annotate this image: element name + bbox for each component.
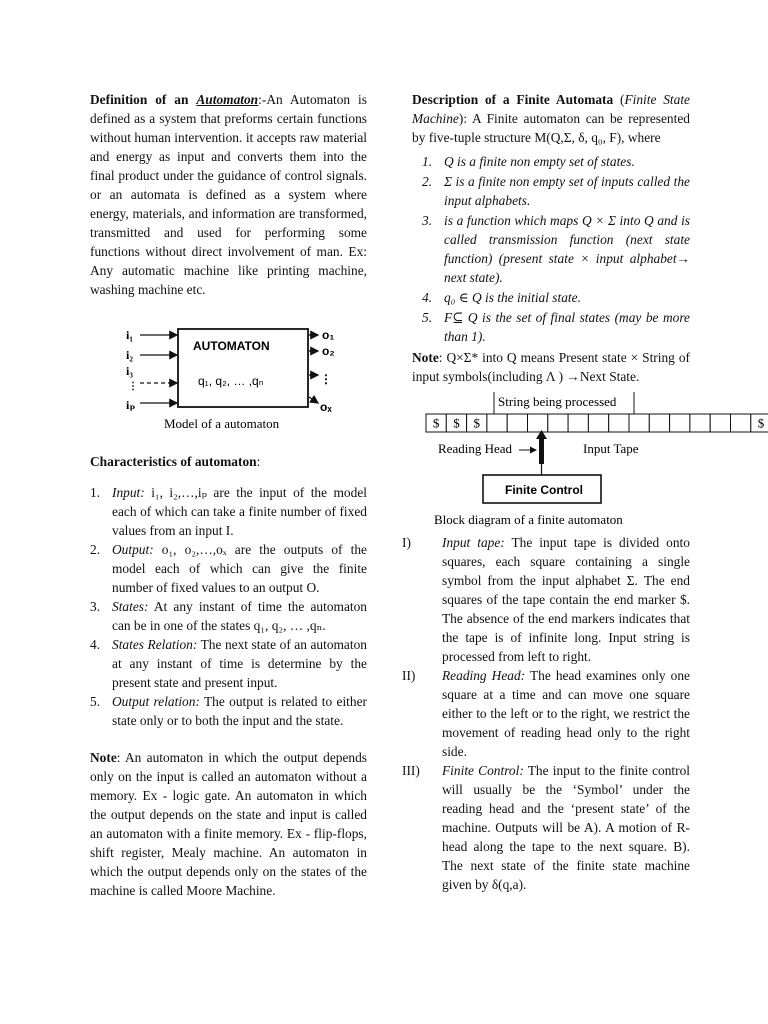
end-marker: $ — [473, 415, 480, 431]
list-term: Input tape: — [442, 535, 505, 550]
end-marker: $ — [432, 415, 440, 431]
note-body: : An automaton in which the output depends only on the input is called an automaton without a memory. Ex - logic gate. An automaton in which the output depends on the state and input is called an automaton with a finite memory. Ex - flip-flops, shift register, Mealy machine. An automaton in which the output depends only on the states of the machine is called Moore Machine. — [90, 750, 367, 898]
list-term: Output: — [112, 542, 154, 557]
left-column — [90, 90, 367, 900]
tape-cell — [609, 414, 629, 432]
list-text: The output is related to either state only or to both the input and the state. — [112, 694, 367, 728]
characteristics-colon: : — [256, 454, 261, 469]
five-tuple-list — [412, 152, 690, 346]
list-item — [90, 540, 367, 597]
string-being-processed-label: String being processed — [498, 394, 617, 409]
automaton-model-figure — [90, 325, 367, 438]
list-number: I) — [402, 535, 411, 550]
end-marker: $ — [453, 415, 460, 431]
list-number: 3. — [90, 599, 101, 614]
note-label: Note — [90, 750, 117, 765]
input-dots: ⋮ — [128, 381, 138, 392]
note2-body: : Q×Σ* into Q means Present state × String of input symbols(including Λ ) →Next State. — [412, 350, 690, 384]
list-item — [90, 597, 367, 635]
automaton-model-diagram — [90, 325, 367, 433]
list-text: is a function which maps Q × Σ into Q and is called transmission function (next state function) (present state × input alphabet→ next state). — [444, 213, 690, 285]
finite-automaton-caption: Block diagram of a finite automaton — [434, 512, 623, 527]
list-number: 1. — [90, 485, 101, 500]
tape-cell — [710, 414, 730, 432]
automaton-model-caption: Model of a automaton — [164, 416, 280, 431]
input-tape — [426, 414, 768, 432]
list-text: i₁, i₂,…,iₚ are the input of the model each of which can take a finite number of fixed values from an input I. — [112, 485, 367, 538]
output-label-q: oₓ — [320, 400, 332, 414]
definition-paragraph — [90, 90, 367, 299]
right-column — [402, 90, 765, 894]
list-item — [90, 483, 367, 540]
finite-automaton-diagram — [412, 392, 765, 528]
tape-cell — [649, 414, 669, 432]
note-paragraph — [90, 748, 367, 900]
list-item — [422, 211, 690, 287]
characteristics-title: Characteristics of automaton — [90, 454, 257, 469]
tape-cell — [507, 414, 527, 432]
components-list — [402, 533, 690, 894]
reading-head-label: Reading Head — [438, 441, 513, 456]
tape-cell — [548, 414, 568, 432]
list-text: At any instant of time the automaton can be in one of the states q₁, q₂, … ,qₙ. — [112, 599, 367, 633]
list-term: States: — [112, 599, 149, 614]
tape-cell — [629, 414, 649, 432]
input-tape-label: Input Tape — [583, 441, 639, 456]
list-text: F⊆ Q is the set of final states (may be more than 1). — [444, 310, 690, 344]
list-item — [90, 635, 367, 692]
list-text: The input tape is divided onto squares, each square containing a single symbol from the input alphabet Σ. The end squares of the tape contain the end marker $. The absence of the end markers indicates that the tape is of infinite long. Input string is processed from left to right. — [442, 535, 690, 664]
list-text: q₀ ∈ Q is the initial state. — [444, 290, 581, 305]
list-number: 4. — [422, 290, 433, 305]
definition-body: An Automaton is defined as a system that preforms certain functions without human intervention. it accepts raw material and energy as input and converts them into the final product under the guidance of control signals. or an automata is defined as a system where energy, materials, and information are transformed, transmitted and used for performing some functions without direct involvement of man. Ex: Any automatic machine like printing machine, washing machine etc. — [90, 92, 367, 297]
description-paren: ( — [613, 92, 625, 107]
list-text: The next state of an automaton at any instant of time is determine by the present state and present input. — [112, 637, 367, 690]
description-paren-italic: Finite State Machine — [412, 92, 690, 126]
list-number: 3. — [422, 213, 433, 228]
input-label-2: i₂ — [126, 348, 133, 362]
list-item — [422, 152, 690, 171]
description-paragraph — [412, 90, 690, 147]
list-item — [402, 666, 690, 761]
list-number: 2. — [422, 174, 433, 189]
list-number: 5. — [422, 310, 433, 325]
definition-sep: :- — [258, 92, 267, 107]
tape-cell — [528, 414, 548, 432]
list-text: o₁, o₂,…,oₓ are the outputs of the model each of which can give the finite number of fixed values to an output O. — [112, 542, 367, 595]
list-number: 2. — [90, 542, 101, 557]
list-item — [402, 533, 690, 666]
list-item — [422, 288, 690, 307]
input-label-p: iₚ — [126, 398, 136, 412]
list-term: Finite Control: — [442, 763, 524, 778]
tape-cell — [588, 414, 608, 432]
tape-cell — [568, 414, 588, 432]
list-text: The input to the finite control will usually be the ‘Symbol’ under the reading head and the ‘present state’ of the machine. Outputs will be A). A motion of R-head along the tape to the next square. B). The next state of the finite state machine given by δ(q,a). — [442, 763, 690, 892]
automaton-box-states: q₁, q₂, … ,qₙ — [198, 374, 264, 388]
characteristics-list — [90, 483, 367, 730]
input-label-3: i₃ — [126, 364, 133, 378]
input-label-1: i₁ — [126, 328, 133, 342]
note2-paragraph — [412, 348, 690, 386]
list-number: 5. — [90, 694, 101, 709]
list-number: II) — [402, 668, 416, 683]
end-marker: $ — [757, 415, 765, 431]
output-dots: ⋮ — [320, 372, 332, 386]
tape-cell — [670, 414, 690, 432]
output-arrow-q — [309, 397, 318, 403]
list-item — [90, 692, 367, 730]
list-number: III) — [402, 763, 420, 778]
list-text: Σ is a finite non empty set of inputs called the input alphabets. — [444, 174, 690, 208]
list-text: Q is a finite non empty set of states. — [444, 154, 635, 169]
list-item — [422, 172, 690, 210]
automaton-box-label: AUTOMATON — [193, 339, 270, 353]
output-label-1: o₁ — [322, 328, 335, 342]
definition-heading: Definition of an — [90, 92, 197, 107]
reading-head — [539, 437, 544, 464]
finite-control-label: Finite Control — [505, 483, 583, 497]
finite-automaton-figure — [412, 392, 765, 533]
list-term: Output relation: — [112, 694, 200, 709]
definition-term: Automaton — [196, 92, 259, 107]
tape-cell — [487, 414, 507, 432]
description-body: ): A Finite automaton can be represented by five-tuple structure M(Q,Σ, δ, q₀, F), where — [412, 111, 690, 145]
list-text: The head examines only one square at a time and can move one square either to the left or to the right, we restrict the movement of reading head only to the right side. — [442, 668, 690, 759]
description-heading: Description of a Finite Automata — [412, 92, 614, 107]
list-number: 1. — [422, 154, 433, 169]
list-item — [402, 761, 690, 894]
list-term: Input: — [112, 485, 145, 500]
tape-cell — [690, 414, 710, 432]
list-term: States Relation: — [112, 637, 198, 652]
note2-label: Note — [412, 350, 439, 365]
list-number: 4. — [90, 637, 101, 652]
characteristics-heading — [90, 452, 367, 471]
list-item — [422, 308, 690, 346]
output-label-2: o₂ — [322, 344, 335, 358]
list-term: Reading Head: — [442, 668, 526, 683]
tape-cell — [731, 414, 751, 432]
